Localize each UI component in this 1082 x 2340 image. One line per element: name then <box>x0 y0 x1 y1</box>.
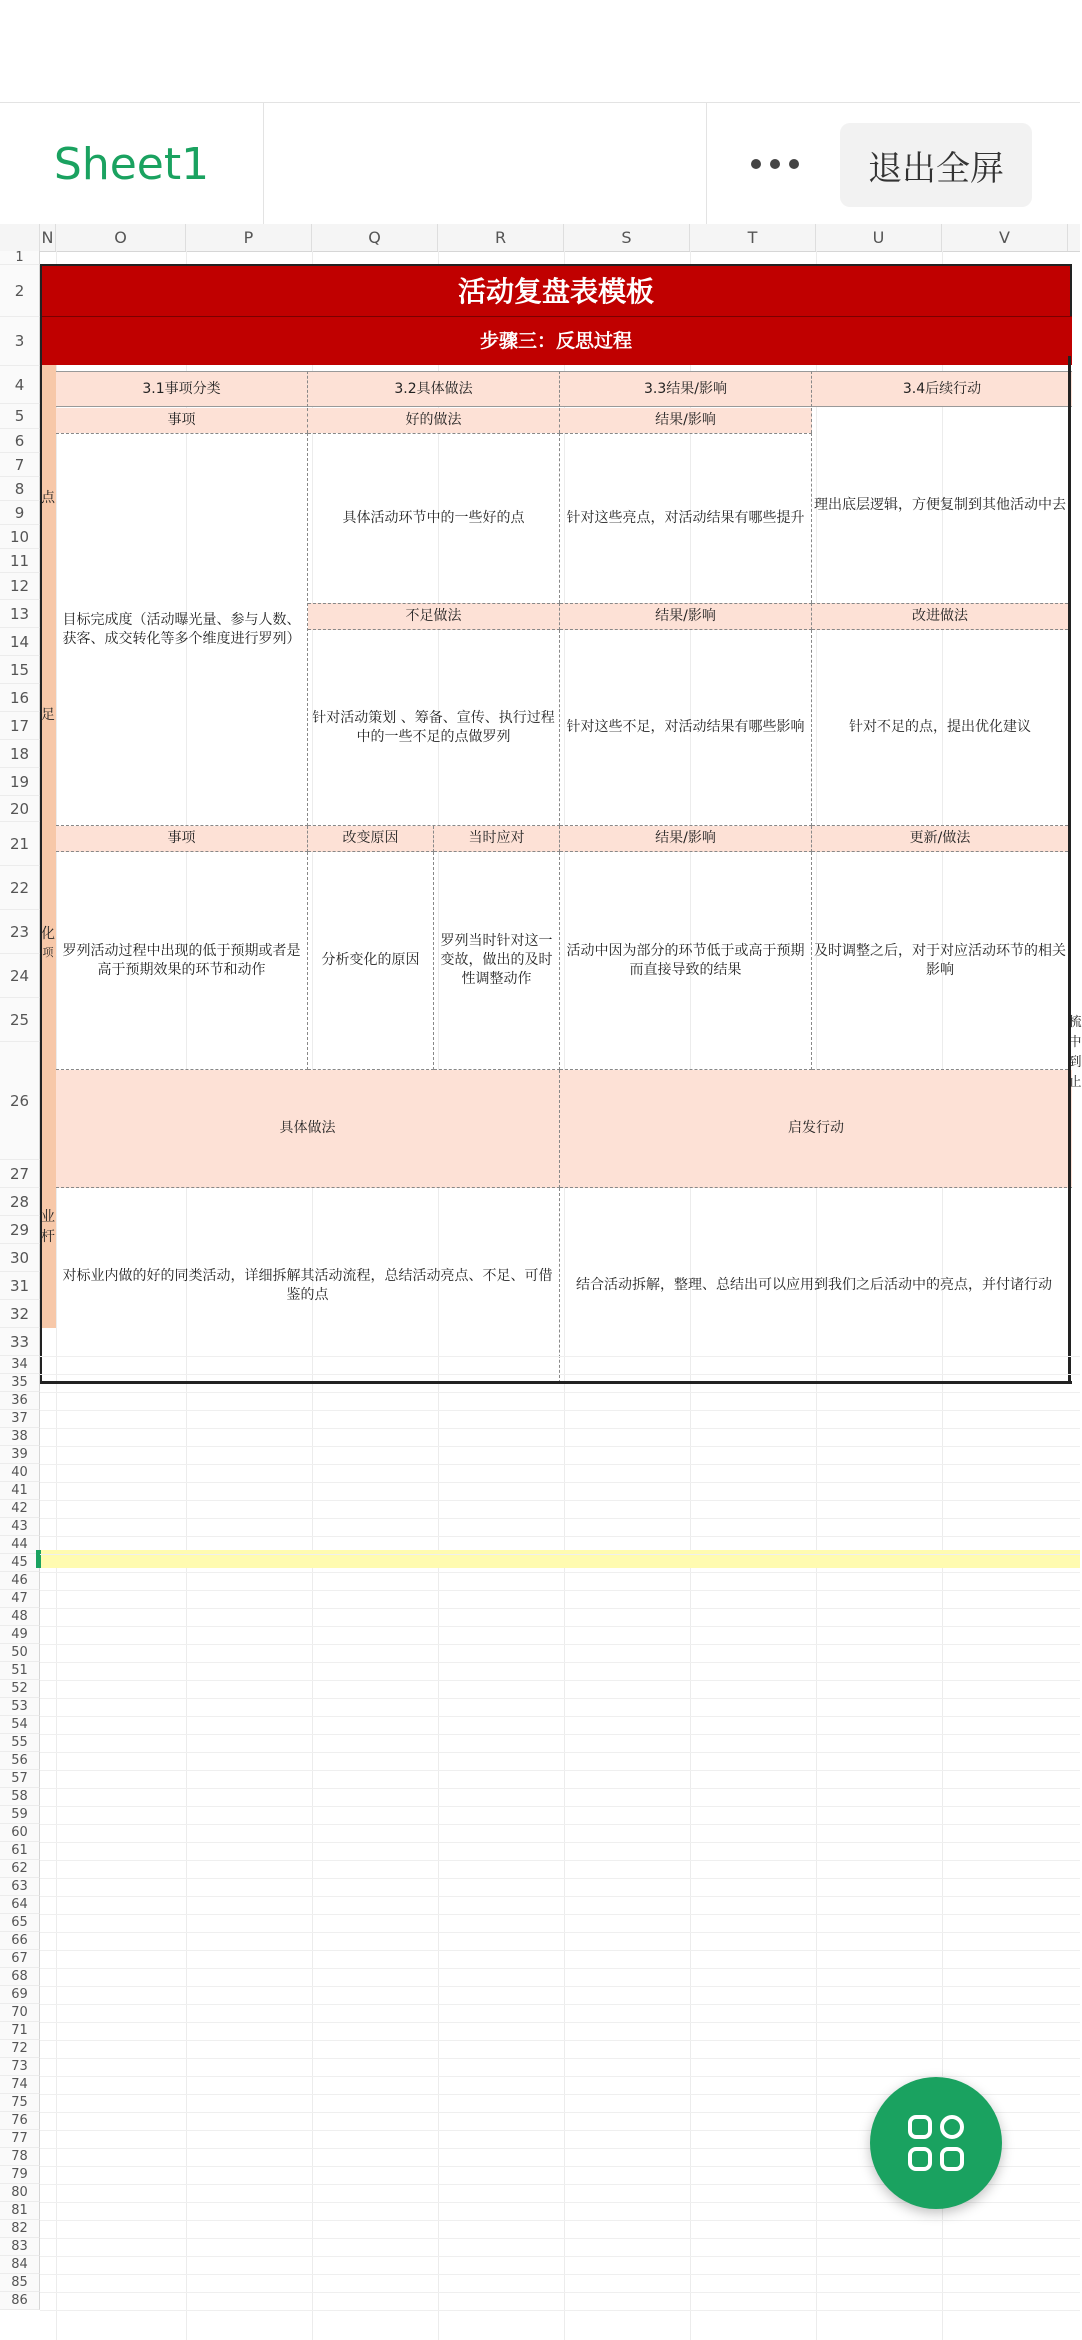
grid-line <box>40 1572 1080 1573</box>
row-header-24[interactable]: 24 <box>0 954 40 998</box>
grid-line <box>40 2022 1080 2023</box>
overflow-text: 止 <box>1068 1074 1082 1090</box>
table-border-bottom <box>40 1381 1072 1384</box>
grid-line <box>40 1716 1080 1717</box>
col-result-2: 结果/影响 <box>560 826 812 852</box>
header-category: 3.1事项分类 <box>56 371 308 407</box>
grid-line <box>40 1842 1080 1843</box>
overflow-text: 到 <box>1068 1054 1082 1070</box>
grid-line <box>40 1914 1080 1915</box>
row-header-26[interactable]: 26 <box>0 1042 40 1160</box>
grid-line <box>40 1482 1080 1483</box>
grid-line <box>40 1428 1080 1429</box>
row-header-29[interactable]: 29 <box>0 1216 40 1244</box>
row-header-2[interactable]: 2 <box>0 265 40 317</box>
col-inspire-action: 启发行动 <box>560 1070 1072 1188</box>
corner-cell[interactable] <box>0 224 40 251</box>
row-header-8[interactable]: 8 <box>0 477 40 501</box>
grid-line <box>40 1824 1080 1825</box>
row-header-10[interactable]: 10 <box>0 525 40 549</box>
row-header-17[interactable]: 17 <box>0 712 40 740</box>
grid-line <box>40 1392 1080 1393</box>
grid-line <box>40 2076 1080 2077</box>
row-header-53[interactable]: 53 <box>0 1698 40 1716</box>
selection-marker <box>36 1550 41 1568</box>
row-header-9[interactable]: 9 <box>0 501 40 525</box>
more-dots-icon[interactable] <box>740 137 810 191</box>
response-text: 罗列当时针对这一变故，做出的及时性调整动作 <box>434 852 560 1070</box>
row-header-33[interactable]: 33 <box>0 1328 40 1356</box>
row-header-1[interactable]: 1 <box>0 251 40 265</box>
header-method: 3.2具体做法 <box>308 371 560 407</box>
col-update: 更新/做法 <box>812 826 1068 852</box>
column-header-r[interactable]: R <box>438 224 564 251</box>
grid-line <box>40 1950 1080 1951</box>
row-header-61[interactable]: 61 <box>0 1842 40 1860</box>
overflow-text: 梳 <box>1068 1014 1082 1030</box>
column-header-bar <box>0 224 1080 252</box>
row-header-80[interactable]: 80 <box>0 2184 40 2202</box>
header-followup: 3.4后续行动 <box>812 371 1072 407</box>
column-header-s[interactable]: S <box>564 224 690 251</box>
grid-line <box>40 1626 1080 1627</box>
row-header-15[interactable]: 15 <box>0 656 40 684</box>
reason-text: 分析变化的原因 <box>308 852 434 1070</box>
update-text: 及时调整之后，对于对应活动环节的相关影响 <box>812 852 1068 1070</box>
row-header-72[interactable]: 72 <box>0 2040 40 2058</box>
col-bad-result: 结果/影响 <box>560 603 812 630</box>
row-header-55[interactable]: 55 <box>0 1734 40 1752</box>
grid-line <box>40 1896 1080 1897</box>
grid-line <box>40 1788 1080 1789</box>
row-header-68[interactable]: 68 <box>0 1968 40 1986</box>
row-header-34[interactable]: 34 <box>0 1356 40 1374</box>
row-header-42[interactable]: 42 <box>0 1500 40 1518</box>
grid-line <box>40 1878 1080 1879</box>
grid-line <box>40 2310 1080 2311</box>
row-header-69[interactable]: 69 <box>0 1986 40 2004</box>
grid-line <box>40 1644 1080 1645</box>
table-border-left <box>40 316 42 1383</box>
apps-grid-icon[interactable] <box>870 2077 1002 2209</box>
col-reason: 改变原因 <box>308 826 434 852</box>
column-header-p[interactable]: P <box>186 224 312 251</box>
grid-line <box>40 2274 1080 2275</box>
row-header-6[interactable]: 6 <box>0 429 40 453</box>
row-header-73[interactable]: 73 <box>0 2058 40 2076</box>
selected-row-highlight <box>40 1550 1080 1568</box>
row-header-74[interactable]: 74 <box>0 2076 40 2094</box>
row-header-21[interactable]: 21 <box>0 822 40 866</box>
col-response: 当时应对 <box>434 826 560 852</box>
row-header-19[interactable]: 19 <box>0 768 40 796</box>
row-header-5[interactable]: 5 <box>0 404 40 429</box>
table-border-right <box>1068 356 1071 1383</box>
grid-line <box>40 1770 1080 1771</box>
row-header-38[interactable]: 38 <box>0 1428 40 1446</box>
side-label: 项 <box>42 945 54 959</box>
row-header-51[interactable]: 51 <box>0 1662 40 1680</box>
template-title: 活动复盘表模板 <box>40 264 1072 316</box>
row-header-32[interactable]: 32 <box>0 1300 40 1328</box>
good-action: 理出底层逻辑，方便复制到其他活动中去 <box>814 497 1066 513</box>
row-header-57[interactable]: 57 <box>0 1770 40 1788</box>
row-header-58[interactable]: 58 <box>0 1788 40 1806</box>
row-header-11[interactable]: 11 <box>0 549 40 573</box>
row-header-30[interactable]: 30 <box>0 1244 40 1272</box>
column-header-q[interactable]: Q <box>312 224 438 251</box>
column-header-o[interactable]: O <box>56 224 186 251</box>
column-header-n[interactable]: N <box>40 224 56 251</box>
grid-line <box>40 1932 1080 1933</box>
row-header-52[interactable]: 52 <box>0 1680 40 1698</box>
row-header-48[interactable]: 48 <box>0 1608 40 1626</box>
row-header-39[interactable]: 39 <box>0 1446 40 1464</box>
col-good: 好的做法 <box>308 408 560 433</box>
good-text: 具体活动环节中的一些好的点 <box>308 433 560 603</box>
grid-line <box>40 1698 1080 1699</box>
grid-line <box>40 1554 1080 1555</box>
row-header-46[interactable]: 46 <box>0 1572 40 1590</box>
overflow-text: 中 <box>1068 1034 1082 1050</box>
grid-line <box>40 1446 1080 1447</box>
grid-line <box>40 1662 1080 1663</box>
row-header-78[interactable]: 78 <box>0 2148 40 2166</box>
header-result: 3.3结果/影响 <box>560 371 812 407</box>
row-header-71[interactable]: 71 <box>0 2022 40 2040</box>
row-header-25[interactable]: 25 <box>0 998 40 1042</box>
row-header-22[interactable]: 22 <box>0 866 40 910</box>
row-header-18[interactable]: 18 <box>0 740 40 768</box>
row-header-60[interactable]: 60 <box>0 1824 40 1842</box>
top-toolbar <box>0 102 1080 226</box>
row-header-12[interactable]: 12 <box>0 573 40 600</box>
row-header-62[interactable]: 62 <box>0 1860 40 1878</box>
row-header-64[interactable]: 64 <box>0 1896 40 1914</box>
row-header-31[interactable]: 31 <box>0 1272 40 1300</box>
row-header-20[interactable]: 20 <box>0 796 40 822</box>
row-header-59[interactable]: 59 <box>0 1806 40 1824</box>
side-label: 足 <box>41 706 55 723</box>
change-result-text: 活动中因为部分的环节低于或高于预期而直接导致的结果 <box>560 852 812 1070</box>
row-header-84[interactable]: 84 <box>0 2256 40 2274</box>
change-item-text: 罗列活动过程中出现的低于预期或者是高于预期效果的环节和动作 <box>56 852 308 1070</box>
grid-line <box>40 1518 1080 1519</box>
row-header-14[interactable]: 14 <box>0 628 40 656</box>
grid-line <box>40 2256 1080 2257</box>
side-label: 化 <box>41 925 55 942</box>
row-header-70[interactable]: 70 <box>0 2004 40 2022</box>
grid-line <box>40 1410 1080 1411</box>
side-label: 业 <box>41 1208 55 1225</box>
row-header-47[interactable]: 47 <box>0 1590 40 1608</box>
exit-fullscreen-button[interactable]: 退出全屏 <box>840 123 1032 207</box>
row-header-79[interactable]: 79 <box>0 2166 40 2184</box>
grid-line <box>40 1734 1080 1735</box>
row-header-49[interactable]: 49 <box>0 1626 40 1644</box>
col-item-2: 事项 <box>56 826 308 852</box>
row-header-7[interactable]: 7 <box>0 453 40 477</box>
row-header-50[interactable]: 50 <box>0 1644 40 1662</box>
row-header-27[interactable]: 27 <box>0 1160 40 1188</box>
row-header-35[interactable]: 35 <box>0 1374 40 1392</box>
grid-line <box>40 2040 1080 2041</box>
column-header-v[interactable]: V <box>942 224 1068 251</box>
row-header-83[interactable]: 83 <box>0 2238 40 2256</box>
grid-line <box>40 1806 1080 1807</box>
row-header-76[interactable]: 76 <box>0 2112 40 2130</box>
row-header-13[interactable]: 13 <box>0 600 40 628</box>
row-header-65[interactable]: 65 <box>0 1914 40 1932</box>
row-header-3[interactable]: 3 <box>0 317 40 366</box>
grid-line <box>40 1464 1080 1465</box>
row-header-54[interactable]: 54 <box>0 1716 40 1734</box>
grid-line <box>40 1752 1080 1753</box>
row-header-43[interactable]: 43 <box>0 1518 40 1536</box>
grid-line <box>40 1968 1080 1969</box>
good-result: 针对这些亮点，对活动结果有哪些提升 <box>560 433 812 603</box>
row-header-bar <box>0 251 40 2340</box>
inspire-action-text: 结合活动拆解，整理、总结出可以应用到我们之后活动中的亮点，并付诸行动 <box>576 1277 1052 1293</box>
bad-result: 针对这些不足，对活动结果有哪些影响 <box>560 630 812 826</box>
row-header-82[interactable]: 82 <box>0 2220 40 2238</box>
step-title: 步骤三：反思过程 <box>40 316 1072 365</box>
col-result: 结果/影响 <box>560 408 812 433</box>
row-header-23[interactable]: 23 <box>0 910 40 954</box>
grid-line <box>40 1608 1080 1609</box>
side-label: 点 <box>41 489 55 506</box>
grid-line <box>40 1860 1080 1861</box>
row-header-77[interactable]: 77 <box>0 2130 40 2148</box>
grid-line <box>40 1536 1080 1537</box>
sheet-tab[interactable] <box>0 103 264 225</box>
bad-text: 针对活动策划 、筹备、宣传、执行过程中的一些不足的点做罗列 <box>308 630 560 826</box>
grid-line <box>40 1986 1080 1987</box>
item-text: 目标完成度（活动曝光量、参与人数、获客、成交转化等多个维度进行罗列） <box>56 433 308 826</box>
column-header-t[interactable]: T <box>690 224 816 251</box>
grid-line <box>40 1590 1080 1591</box>
row-header-36[interactable]: 36 <box>0 1392 40 1410</box>
row-header-45[interactable]: 45 <box>0 1554 40 1572</box>
row-header-41[interactable]: 41 <box>0 1482 40 1500</box>
row-header-85[interactable]: 85 <box>0 2274 40 2292</box>
grid-line <box>40 2058 1080 2059</box>
grid-line <box>40 2004 1080 2005</box>
row-header-63[interactable]: 63 <box>0 1878 40 1896</box>
row-header-66[interactable]: 66 <box>0 1932 40 1950</box>
row-header-67[interactable]: 67 <box>0 1950 40 1968</box>
row-header-56[interactable]: 56 <box>0 1752 40 1770</box>
spreadsheet-grid[interactable] <box>0 224 1080 2340</box>
row-header-86[interactable]: 86 <box>0 2292 40 2310</box>
row-header-75[interactable]: 75 <box>0 2094 40 2112</box>
grid-line <box>40 1500 1080 1501</box>
grid-line <box>40 1356 1080 1357</box>
grid-line <box>40 1680 1080 1681</box>
bad-action: 针对不足的点，提出优化建议 <box>812 630 1068 826</box>
grid-line <box>40 2238 1080 2239</box>
side-label: 杆 <box>41 1228 55 1245</box>
col-improve: 改进做法 <box>812 603 1068 630</box>
method-text: 对标业内做的好的同类活动，详细拆解其活动流程，总结活动亮点、不足、可借鉴的点 <box>56 1188 560 1383</box>
grid-line <box>40 1374 1080 1375</box>
grid-line <box>40 2220 1080 2221</box>
col-bad: 不足做法 <box>308 603 560 630</box>
row-header-28[interactable]: 28 <box>0 1188 40 1216</box>
row-header-4[interactable]: 4 <box>0 366 40 404</box>
toolbar-divider <box>706 103 707 225</box>
row-header-44[interactable]: 44 <box>0 1536 40 1554</box>
col-method: 具体做法 <box>56 1070 560 1188</box>
row-header-37[interactable]: 37 <box>0 1410 40 1428</box>
column-header-u[interactable]: U <box>816 224 942 251</box>
row-header-40[interactable]: 40 <box>0 1464 40 1482</box>
sheet-name: Sheet1 <box>53 138 210 190</box>
col-item: 事项 <box>56 408 308 433</box>
row-header-81[interactable]: 81 <box>0 2202 40 2220</box>
row-header-16[interactable]: 16 <box>0 684 40 712</box>
grid-line <box>40 2292 1080 2293</box>
